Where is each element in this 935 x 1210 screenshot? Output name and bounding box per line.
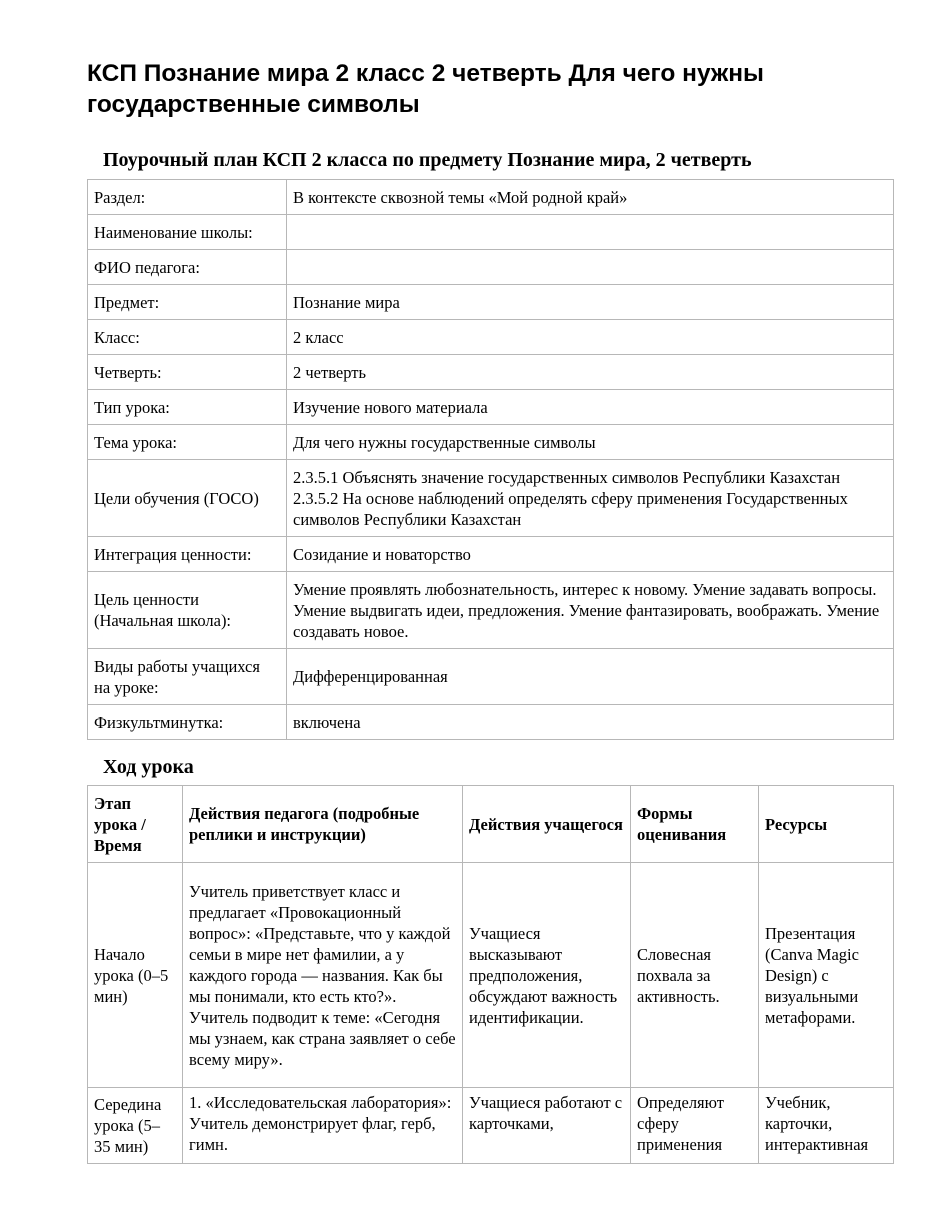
lesson-resources: Презентация (Canva Magic Design) с визуальными метафорами. [759,863,894,1088]
document-title: КСП Познание мира 2 класс 2 четверть Для чего нужны государственные символы [87,60,764,118]
plan-label: Раздел: [88,180,287,215]
plan-row-subject [88,285,894,320]
plan-row-teacher [88,250,894,285]
plan-value: Познание мира [287,285,894,320]
lesson-resources: Учебник, карточки, интерактивная [759,1088,894,1164]
plan-value: Для чего нужны государственные символы [287,425,894,460]
lesson-teacher: Учитель приветствует класс и предлагает «Провокационный вопрос»: «Представьте, что у каждой семьи в мире нет фамилии, а у каждого города — названия. Как бы мы понимали, кто есть кто?». Учитель подводит к теме: «Сегодня мы узнаем, как страна заявляет о себе всему миру». [183,863,463,1088]
plan-row-topic [88,425,894,460]
plan-row-section [88,180,894,215]
plan-label: Цели обучения (ГОСО) [88,460,287,537]
plan-label: Предмет: [88,285,287,320]
plan-label: Наименование школы: [88,215,287,250]
plan-table [87,179,894,740]
lesson-row-middle [88,1088,894,1164]
plan-value: 2.3.5.1 Объяснять значение государственных символов Республики Казахстан 2.3.5.2 На основе наблюдений определять сферу применения Государственных символов Республики Казахстан [287,460,894,537]
plan-row-quarter [88,355,894,390]
plan-value: Умение проявлять любознательность, интерес к новому. Умение задавать вопросы. Умение выдвигать идеи, предложения. Умение фантазировать, воображать. Умение создавать новое. [287,572,894,649]
plan-row-lesson-type [88,390,894,425]
lesson-assessment: Определяют сферу применения [631,1088,759,1164]
lesson-stage: Середина урока (5–35 мин) [88,1088,183,1164]
plan-value [287,250,894,285]
plan-row-physical-break [88,705,894,740]
lesson-header-row [88,786,894,863]
plan-label: Четверть: [88,355,287,390]
plan-value: 2 четверть [287,355,894,390]
plan-label: Интеграция ценности: [88,537,287,572]
plan-label: Цель ценности (Начальная школа): [88,572,287,649]
lesson-teacher: 1. «Исследовательская лаборатория»: Учитель демонстрирует флаг, герб, гимн. [183,1088,463,1164]
plan-row-value-integration [88,537,894,572]
plan-value [287,215,894,250]
plan-row-value-goal [88,572,894,649]
plan-label: ФИО педагога: [88,250,287,285]
lesson-heading: Ход урока [103,756,194,778]
lesson-stage: Начало урока (0–5 мин) [88,863,183,1088]
plan-label: Тип урока: [88,390,287,425]
plan-row-work-types [88,649,894,705]
plan-value: В контексте сквозной темы «Мой родной край» [287,180,894,215]
lesson-student: Учащиеся высказывают предположения, обсуждают важность идентификации. [463,863,631,1088]
plan-label: Тема урока: [88,425,287,460]
plan-row-goals [88,460,894,537]
plan-label: Физкультминутка: [88,705,287,740]
header-resources: Ресурсы [759,786,894,863]
plan-value: 2 класс [287,320,894,355]
lesson-table [87,785,894,1164]
lesson-student: Учащиеся работают с карточками, [463,1088,631,1164]
plan-heading: Поурочный план КСП 2 класса по предмету Познание мира, 2 четверть [103,149,752,171]
lesson-assessment: Словесная похвала за активность. [631,863,759,1088]
plan-label: Виды работы учащихся на уроке: [88,649,287,705]
plan-value: Дифференцированная [287,649,894,705]
header-teacher-actions: Действия педагога (подробные реплики и инструкции) [183,786,463,863]
plan-value: Созидание и новаторство [287,537,894,572]
plan-value: включена [287,705,894,740]
plan-value: Изучение нового материала [287,390,894,425]
header-student-actions: Действия учащегося [463,786,631,863]
lesson-row-start [88,863,894,1088]
header-stage: Этап урока / Время [88,786,183,863]
header-assessment: Формы оценивания [631,786,759,863]
plan-label: Класс: [88,320,287,355]
plan-row-grade [88,320,894,355]
plan-row-school [88,215,894,250]
